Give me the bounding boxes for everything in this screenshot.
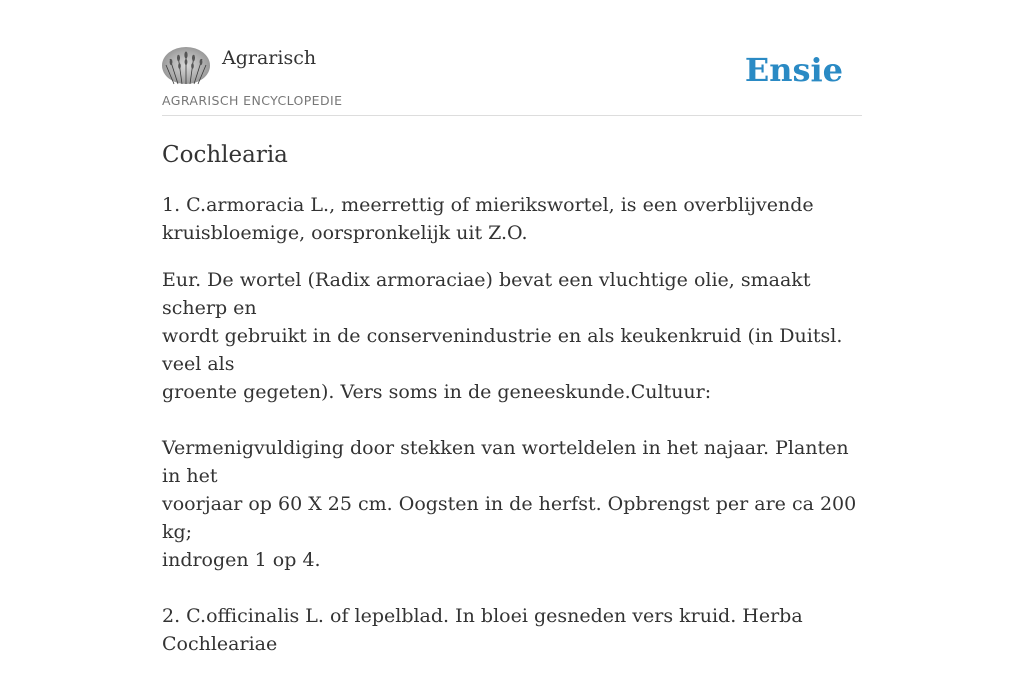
publication-subtitle[interactable]: AGRARISCH ENCYCLOPEDIE xyxy=(162,93,343,108)
line-break xyxy=(162,574,862,602)
wheat-image[interactable] xyxy=(162,47,210,84)
paragraph-line: Eur. De wortel (Radix armoraciae) bevat een vluchtige olie, smaakt scherp en xyxy=(162,269,811,319)
article-paragraph xyxy=(162,191,862,247)
line-break xyxy=(162,406,862,434)
paragraph-line: groente gegeten). Vers soms in de geneeskunde.Cultuur: xyxy=(162,381,712,403)
paragraph-line: Vermenigvuldiging door stekken van worteldelen in het najaar. Planten in het xyxy=(162,437,849,487)
paragraph-line: voorjaar op 60 X 25 cm. Oogsten in de herfst. Opbrengst per are ca 200 kg; xyxy=(162,493,857,543)
paragraph-line: 1. C.armoracia L., meerrettig of mierikswortel, is een overblijvende xyxy=(162,194,814,216)
article-paragraph xyxy=(162,266,862,658)
entry-title: Cochlearia xyxy=(162,142,288,168)
site-header xyxy=(162,46,862,116)
paragraph-line: indrogen 1 op 4. xyxy=(162,549,321,571)
publication-name[interactable]: Agrarisch xyxy=(222,47,317,69)
paragraph-line: kruisbloemige, oorspronkelijk uit Z.O. xyxy=(162,222,528,244)
brand-logo[interactable]: Ensie xyxy=(744,51,843,89)
article xyxy=(162,141,862,677)
paragraph-line: 2. C.officinalis L. of lepelblad. In bloei gesneden vers kruid. Herba Cochleariae xyxy=(162,605,803,655)
paragraph-line: wordt gebruikt in de conservenindustrie en als keukenkruid (in Duitsl. veel als xyxy=(162,325,843,375)
